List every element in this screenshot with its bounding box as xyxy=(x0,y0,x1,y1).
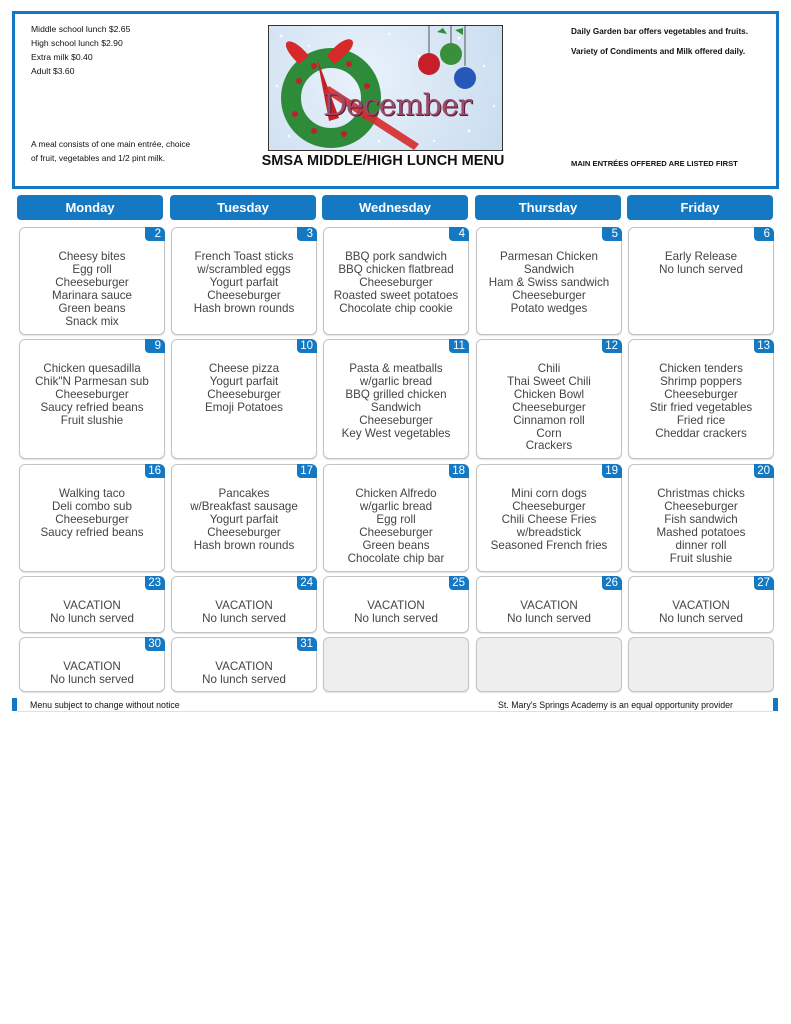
day-cell xyxy=(323,576,469,633)
day-number: 26 xyxy=(602,576,622,590)
day-number: 6 xyxy=(754,227,774,241)
menu-item: VACATION xyxy=(63,660,121,673)
menu-items xyxy=(477,600,621,626)
day-header-thursday: Thursday xyxy=(475,195,621,220)
menu-item: Stir fried vegetables xyxy=(649,400,753,414)
condiments-note: Variety of Condiments and Milk offered daily. xyxy=(571,47,746,56)
menu-item: Sandwich xyxy=(523,262,575,276)
price-line: Middle school lunch $2.65 xyxy=(31,24,131,34)
day-number: 10 xyxy=(297,339,317,353)
day-number: 4 xyxy=(449,227,469,241)
menu-item: Snack mix xyxy=(65,314,119,328)
menu-item: Cheeseburger xyxy=(359,413,433,427)
menu-item: Key West vegetables xyxy=(341,426,451,440)
day-cell xyxy=(171,576,317,633)
menu-items xyxy=(172,251,316,316)
day-number: 31 xyxy=(297,637,317,651)
menu-item: Cheeseburger xyxy=(512,400,586,414)
footer-disclaimer: Menu subject to change without notice xyxy=(30,700,180,710)
header-box xyxy=(12,11,779,189)
footer-accent-left xyxy=(12,698,17,711)
empty-day-cell xyxy=(476,637,622,692)
menu-item: Green beans xyxy=(58,301,126,315)
day-cell xyxy=(628,339,774,459)
menu-item: VACATION xyxy=(367,599,425,612)
menu-items xyxy=(324,363,468,440)
menu-item: Sandwich xyxy=(370,400,422,414)
footer-equal-opportunity: St. Mary's Springs Academy is an equal opportunity provider xyxy=(498,700,733,710)
menu-item: Saucy refried beans xyxy=(40,525,144,539)
menu-item: Pasta & meatballs xyxy=(349,362,443,375)
menu-item: Chocolate chip bar xyxy=(347,551,445,565)
daily-notes xyxy=(571,26,748,66)
menu-item: Fruit slushie xyxy=(60,413,124,427)
menu-item: Cheddar crackers xyxy=(655,426,747,440)
menu-items xyxy=(324,251,468,316)
menu-item: Chili Cheese Fries xyxy=(501,512,597,526)
menu-item: Roasted sweet potatoes xyxy=(333,288,459,302)
menu-item: Egg roll xyxy=(376,512,416,526)
menu-item: No lunch served xyxy=(50,672,134,686)
menu-item: No lunch served xyxy=(354,611,438,625)
day-number: 16 xyxy=(145,464,165,478)
menu-item: Pancakes xyxy=(218,487,270,500)
menu-items xyxy=(629,488,773,565)
menu-item: BBQ grilled chicken xyxy=(345,387,447,401)
day-cell xyxy=(19,576,165,633)
menu-item: Chik"N Parmesan sub xyxy=(35,374,149,388)
day-cell xyxy=(19,637,165,692)
menu-item: Yogurt parfait xyxy=(209,374,279,388)
day-cell xyxy=(19,339,165,459)
menu-item: Cheesy bites xyxy=(58,250,126,263)
day-cell xyxy=(628,464,774,572)
menu-item: Cheeseburger xyxy=(55,387,129,401)
menu-item: Hash brown rounds xyxy=(193,538,295,552)
entrees-note: MAIN ENTRÉES OFFERED ARE LISTED FIRST xyxy=(571,159,738,168)
menu-item: Parmesan Chicken xyxy=(500,250,598,263)
day-number: 19 xyxy=(602,464,622,478)
banner-word: December xyxy=(323,88,472,123)
garden-note: Daily Garden bar offers vegetables and fruits. xyxy=(571,27,748,36)
menu-item: Cheeseburger xyxy=(359,275,433,289)
menu-item: Fruit slushie xyxy=(669,551,733,565)
menu-items xyxy=(477,363,621,453)
day-number: 17 xyxy=(297,464,317,478)
menu-item: Fried rice xyxy=(676,413,726,427)
menu-item: VACATION xyxy=(215,599,273,612)
ornament-icon xyxy=(440,43,462,65)
menu-item: Potato wedges xyxy=(510,301,588,315)
menu-item: Hash brown rounds xyxy=(193,301,295,315)
price-line: High school lunch $2.90 xyxy=(31,38,123,48)
menu-item: Chocolate chip cookie xyxy=(339,301,453,315)
menu-item: Deli combo sub xyxy=(52,499,132,513)
day-number: 24 xyxy=(297,576,317,590)
ornament-icon xyxy=(454,67,476,89)
menu-item: BBQ pork sandwich xyxy=(345,250,447,263)
day-header-monday: Monday xyxy=(17,195,163,220)
menu-item: No lunch served xyxy=(50,611,134,625)
menu-items xyxy=(20,661,164,687)
day-cell xyxy=(171,227,317,335)
menu-item: w/garlic bread xyxy=(359,499,433,513)
menu-item: BBQ chicken flatbread xyxy=(338,262,454,276)
menu-item: Cheeseburger xyxy=(512,499,586,513)
price-list xyxy=(31,22,130,78)
menu-items xyxy=(477,251,621,316)
menu-item: Cheeseburger xyxy=(55,512,129,526)
day-cell xyxy=(171,637,317,692)
menu-item: VACATION xyxy=(520,599,578,612)
day-cell xyxy=(476,464,622,572)
menu-title: SMSA MIDDLE/HIGH LUNCH MENU xyxy=(261,153,505,169)
menu-item: Cheeseburger xyxy=(55,275,129,289)
day-header-tuesday: Tuesday xyxy=(170,195,316,220)
menu-item: Cheeseburger xyxy=(664,499,738,513)
menu-item: Cheese pizza xyxy=(208,362,280,375)
menu-item: Yogurt parfait xyxy=(209,512,279,526)
menu-item: VACATION xyxy=(215,660,273,673)
menu-items xyxy=(20,600,164,626)
menu-item: No lunch served xyxy=(202,672,286,686)
price-line: Adult $3.60 xyxy=(31,66,75,76)
menu-item: Cheeseburger xyxy=(207,288,281,302)
menu-items xyxy=(324,488,468,565)
menu-items xyxy=(629,600,773,626)
menu-item: Chicken Bowl xyxy=(513,387,585,401)
day-cell xyxy=(476,227,622,335)
day-number: 30 xyxy=(145,637,165,651)
menu-items xyxy=(477,488,621,553)
menu-item: Emoji Potatoes xyxy=(205,400,283,414)
empty-day-cell xyxy=(628,637,774,692)
menu-item: Fish sandwich xyxy=(664,512,738,526)
day-cell xyxy=(171,339,317,459)
menu-item: Early Release xyxy=(664,250,738,263)
menu-item: w/Breakfast sausage xyxy=(190,499,298,513)
menu-item: Green beans xyxy=(362,538,430,552)
day-cell xyxy=(476,339,622,459)
menu-item: Crackers xyxy=(525,439,573,453)
menu-item: Seasoned French fries xyxy=(490,538,608,552)
footer-accent-right xyxy=(773,698,778,711)
menu-item: Yogurt parfait xyxy=(209,275,279,289)
menu-item: Thai Sweet Chili xyxy=(507,374,591,388)
menu-items xyxy=(20,363,164,428)
menu-items xyxy=(172,488,316,553)
menu-item: Chicken quesadilla xyxy=(43,362,141,375)
menu-item: Chicken Alfredo xyxy=(355,487,437,500)
menu-items xyxy=(629,363,773,440)
menu-item: Chicken tenders xyxy=(659,362,743,375)
day-number: 23 xyxy=(145,576,165,590)
ornament-icon xyxy=(418,53,440,75)
day-cell xyxy=(323,227,469,335)
day-cell xyxy=(323,464,469,572)
menu-item: Mashed potatoes xyxy=(656,525,746,539)
day-number: 3 xyxy=(297,227,317,241)
footer-divider xyxy=(17,711,773,712)
menu-item: Cinnamon roll xyxy=(513,413,585,427)
day-number: 13 xyxy=(754,339,774,353)
menu-item: Cheeseburger xyxy=(359,525,433,539)
menu-item: VACATION xyxy=(63,599,121,612)
menu-item: w/breadstick xyxy=(516,525,582,539)
empty-day-cell xyxy=(323,637,469,692)
day-number: 12 xyxy=(602,339,622,353)
day-cell xyxy=(19,464,165,572)
menu-items xyxy=(324,600,468,626)
menu-item: Cheeseburger xyxy=(207,387,281,401)
menu-item: Cheeseburger xyxy=(512,288,586,302)
price-line: Extra milk $0.40 xyxy=(31,52,93,62)
day-number: 20 xyxy=(754,464,774,478)
menu-item: Mini corn dogs xyxy=(511,487,587,500)
menu-item: No lunch served xyxy=(202,611,286,625)
december-banner xyxy=(268,25,503,151)
menu-items xyxy=(172,600,316,626)
menu-item: Chili xyxy=(537,362,561,375)
day-cell xyxy=(19,227,165,335)
menu-item: Ham & Swiss sandwich xyxy=(488,275,610,289)
menu-item: Walking taco xyxy=(59,487,125,500)
day-number: 18 xyxy=(449,464,469,478)
menu-items xyxy=(629,251,773,277)
menu-item: Egg roll xyxy=(72,262,112,276)
menu-items xyxy=(172,363,316,415)
menu-item: w/scrambled eggs xyxy=(197,262,291,276)
day-cell xyxy=(171,464,317,572)
menu-item: VACATION xyxy=(672,599,730,612)
menu-item: Christmas chicks xyxy=(657,487,745,500)
menu-item: w/garlic bread xyxy=(359,374,433,388)
day-cell xyxy=(628,227,774,335)
day-header-friday: Friday xyxy=(627,195,773,220)
menu-item: No lunch served xyxy=(507,611,591,625)
menu-item: Saucy refried beans xyxy=(40,400,144,414)
menu-item: French Toast sticks xyxy=(194,250,294,263)
day-cell xyxy=(323,339,469,459)
menu-item: Cheeseburger xyxy=(664,387,738,401)
day-number: 27 xyxy=(754,576,774,590)
meal-note: A meal consists of one main entrée, choice of fruit, vegetables and 1/2 pint milk. xyxy=(31,139,191,163)
menu-item: No lunch served xyxy=(659,611,743,625)
day-number: 2 xyxy=(145,227,165,241)
menu-item: dinner roll xyxy=(675,538,727,552)
menu-item: Shrimp poppers xyxy=(660,374,742,388)
day-cell xyxy=(628,576,774,633)
day-number: 9 xyxy=(145,339,165,353)
day-number: 11 xyxy=(449,339,469,353)
day-header-wednesday: Wednesday xyxy=(322,195,468,220)
menu-item: Cheeseburger xyxy=(207,525,281,539)
menu-item: No lunch served xyxy=(659,262,743,276)
menu-items xyxy=(20,251,164,328)
menu-items xyxy=(20,488,164,540)
day-number: 5 xyxy=(602,227,622,241)
menu-item: Corn xyxy=(536,426,562,440)
menu-items xyxy=(172,661,316,687)
day-number: 25 xyxy=(449,576,469,590)
menu-item: Marinara sauce xyxy=(52,288,132,302)
day-cell xyxy=(476,576,622,633)
